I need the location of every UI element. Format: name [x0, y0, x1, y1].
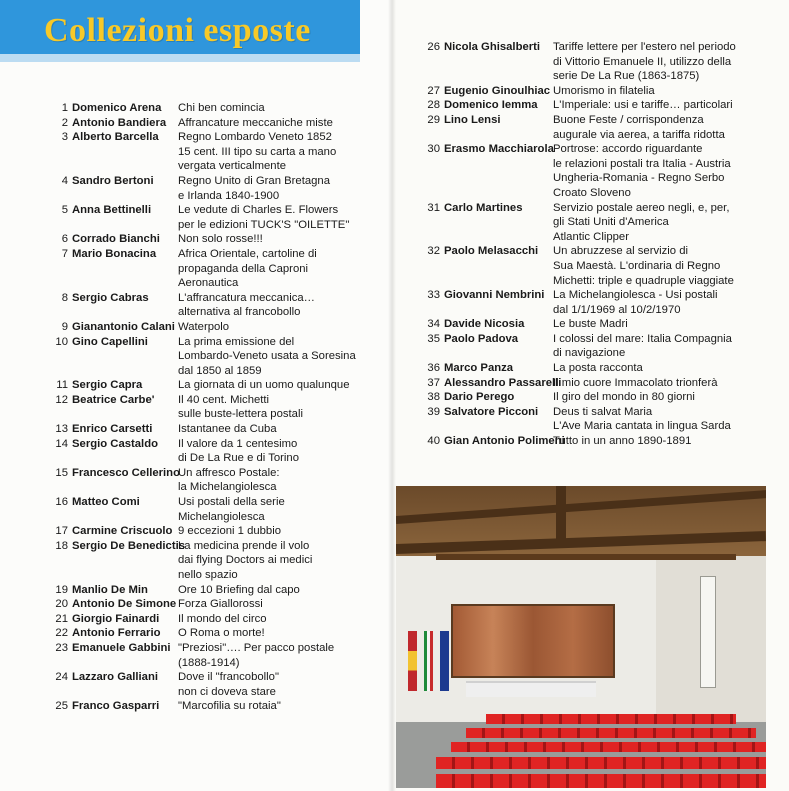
exhibitor-entry [52, 699, 372, 714]
collection-title: Dove il "francobollo" non ci doveva stare [178, 671, 279, 698]
exhibitor-entry [424, 376, 774, 391]
exhibitor-name: Anna Bettinelli [72, 204, 152, 217]
exhibitor-name: Corrado Bianchi [72, 233, 160, 246]
page-fold [388, 0, 396, 791]
collection-title: Deus ti salvat Maria L'Ave Maria cantata in lingua Sarda [553, 405, 731, 433]
collection-title: Il mio cuore Immacolato trionferà [553, 376, 718, 389]
exhibitor-name: Carmine Criscuolo [72, 525, 173, 538]
exhibitor-entry [424, 390, 774, 405]
exhibitor-entry [52, 232, 372, 247]
entry-number: 32 [427, 245, 440, 258]
exhibitor-name: Domenico Arena [72, 102, 162, 114]
collection-title: Servizio postale aereo negli, e, per, gli Stati Uniti d'America Atlantic Clipper [553, 201, 730, 243]
exhibitor-name: Mario Bonacina [72, 247, 157, 260]
exhibitor-name: Beatrice Carbe' [72, 393, 155, 406]
exhibitor-name: Enrico Carsetti [72, 423, 153, 436]
exhibitor-name: Emanuele Gabbini [72, 641, 171, 654]
entry-number: 15 [55, 466, 68, 479]
collection-title: Regno Lombardo Veneto 1852 15 cent. III tipo su carta a mano vergata verticalmente [178, 131, 337, 173]
entry-number: 1 [61, 102, 68, 114]
exhibitor-name: Salvatore Picconi [444, 405, 539, 418]
entry-number: 12 [55, 393, 68, 406]
exhibitor-name: Gian Antonio Polimeni [444, 435, 565, 448]
entry-number: 3 [61, 131, 68, 144]
exhibitor-name: Sergio De Benedictis [72, 539, 186, 552]
collection-title: Buone Feste / corrispondenza augurale via aerea, a tariffa ridotta [553, 113, 725, 141]
exhibitor-name: Franco Gasparri [72, 700, 160, 713]
entry-number: 37 [427, 376, 440, 389]
exhibitor-entry [52, 583, 372, 598]
entry-number: 38 [427, 391, 440, 404]
exhibitor-entry [52, 612, 372, 627]
entry-number: 4 [61, 174, 68, 187]
exhibitor-entry [52, 247, 372, 291]
entry-number: 29 [427, 113, 440, 126]
entry-number: 8 [61, 291, 68, 304]
exhibitor-entry [424, 244, 774, 288]
exhibitor-name: Nicola Ghisalberti [444, 41, 541, 53]
exhibitor-name: Alessandro Passarelli [444, 376, 562, 389]
exhibitor-name: Antonio De Simone [72, 598, 177, 611]
entry-number: 21 [55, 612, 68, 625]
collection-title: "Marcofilia su rotaia" [178, 700, 281, 713]
exhibitor-entry [424, 40, 774, 84]
collection-title: 9 eccezioni 1 dubbio [178, 525, 282, 538]
exhibitor-entry [424, 142, 774, 200]
exhibitor-name: Alberto Barcella [72, 131, 159, 144]
collection-title: Un abruzzese al servizio di Sua Maestà. L'ordinaria di Regno Michetti: triple e quadruple viaggiate [553, 245, 734, 287]
entry-number: 35 [427, 332, 440, 345]
collection-title: I colossi del mare: Italia Compagnia di navigazione [553, 332, 732, 360]
collection-title: La medicina prende il volo dai flying Doctors ai medici nello spazio [178, 539, 313, 581]
entry-number: 27 [427, 84, 440, 97]
entry-number: 23 [55, 641, 68, 654]
collection-title: Affrancature meccaniche miste [178, 116, 333, 129]
collection-title: Le buste Madri [553, 318, 628, 331]
exhibitor-name: Marco Panza [444, 362, 514, 375]
exhibitor-name: Paolo Melasacchi [444, 245, 539, 258]
collection-title: Un affresco Postale: la Michelangiolesca [178, 466, 280, 494]
collection-title: Non solo rosse!!! [178, 233, 263, 246]
entry-number: 25 [55, 700, 68, 713]
exhibitor-entry [52, 539, 372, 583]
exhibitor-name: Sergio Capra [72, 379, 143, 392]
exhibitor-entry [52, 203, 372, 232]
exhibitor-name: Dario Perego [444, 391, 515, 404]
exhibitor-entry [424, 201, 774, 245]
exhibitor-entry [52, 378, 372, 393]
exhibitor-name: Gino Capellini [72, 335, 148, 348]
exhibitor-name: Francesco Cellerino [72, 466, 180, 479]
exhibitor-name: Lazzaro Galliani [72, 671, 159, 684]
exhibitor-entry [424, 332, 774, 361]
entry-number: 36 [427, 362, 440, 375]
exhibitor-name: Lino Lensi [444, 113, 501, 126]
entry-number: 31 [427, 201, 440, 214]
exhibitor-entry [52, 466, 372, 495]
collection-title: Forza Giallorossi [178, 598, 263, 611]
exhibitor-list-right [424, 40, 774, 449]
exhibitor-entry [52, 597, 372, 612]
collection-title: Chi ben comincia [178, 102, 265, 114]
entry-number: 13 [55, 423, 68, 436]
exhibitor-entry [424, 317, 774, 332]
entry-number: 10 [55, 335, 68, 348]
entry-number: 19 [55, 583, 68, 596]
collection-title: Usi postali della serie Michelangiolesca [178, 496, 285, 523]
exhibitor-entry [52, 130, 372, 174]
exhibitor-name: Gianantonio Calani [72, 320, 175, 333]
entry-number: 20 [55, 598, 68, 611]
collection-title: Il 40 cent. Michetti sulle buste-lettera postali [178, 393, 303, 421]
collection-title: Tutto in un anno 1890-1891 [553, 435, 692, 448]
entry-number: 22 [55, 627, 68, 640]
entry-number: 9 [61, 320, 68, 333]
collection-title: Umorismo in filatelia [553, 84, 655, 97]
title-banner [0, 0, 360, 62]
exhibitor-entry [52, 670, 372, 699]
collection-title: O Roma o morte! [178, 627, 265, 640]
page-title: Collezioni esposte [44, 12, 311, 49]
collection-title: Le vedute di Charles E. Flowers per le edizioni TUCK'S "OILETTE" [178, 204, 350, 231]
exhibitor-entry [424, 405, 774, 434]
exhibitor-entry [52, 524, 372, 539]
collection-title: La posta racconta [553, 362, 643, 375]
exhibitor-name: Carlo Martines [444, 201, 523, 214]
exhibitor-name: Manlio De Min [72, 583, 148, 596]
entry-number: 14 [55, 437, 68, 450]
exhibitor-entry [52, 626, 372, 641]
entry-number: 5 [61, 204, 68, 217]
exhibitor-entry [52, 335, 372, 379]
collection-title: Regno Unito di Gran Bretagna e Irlanda 1840-1900 [178, 174, 330, 202]
exhibitor-entry [52, 393, 372, 422]
collection-title: Portrose: accordo riguardante le relazioni postali tra Italia - Austria Ungheria-Romania - Regno Serbo Croato Sloveno [553, 143, 731, 199]
exhibitor-name: Matteo Comi [72, 496, 140, 509]
exhibitor-entry [52, 641, 372, 670]
exhibitor-entry [52, 174, 372, 203]
collection-title: La Michelangiolesca - Usi postali dal 1/1/1969 al 10/2/1970 [553, 289, 718, 316]
collection-title: Waterpolo [178, 320, 230, 333]
collection-title: La prima emissione del Lombardo-Veneto usata a Soresina dal 1850 al 1859 [178, 335, 356, 377]
collection-title: L'Imperiale: usi e tariffe… particolari [553, 99, 733, 112]
exhibitor-entry [52, 101, 372, 116]
conference-room-photo [396, 486, 766, 788]
exhibitor-entry [52, 422, 372, 437]
exhibitor-name: Antonio Bandiera [72, 116, 167, 129]
entry-number: 40 [427, 435, 440, 448]
collection-title: La giornata di un uomo qualunque [178, 379, 350, 392]
exhibitor-name: Sergio Castaldo [72, 437, 159, 450]
entry-number: 17 [55, 525, 68, 538]
exhibitor-name: Eugenio Ginoulhiac [444, 84, 551, 97]
exhibitor-name: Paolo Padova [444, 332, 519, 345]
exhibitor-name: Sandro Bertoni [72, 174, 154, 187]
entry-number: 6 [61, 233, 68, 246]
collection-title: Istantanee da Cuba [178, 423, 277, 436]
collection-title: L'affrancatura meccanica… alternativa al francobollo [178, 291, 315, 319]
exhibitor-entry [424, 361, 774, 376]
exhibitor-name: Domenico Iemma [444, 99, 538, 112]
exhibitor-entry [52, 437, 372, 466]
entry-number: 2 [61, 116, 68, 129]
exhibitor-name: Giovanni Nembrini [444, 289, 545, 302]
exhibitor-list-left [52, 101, 372, 714]
entry-number: 11 [56, 379, 68, 392]
mural-painting [451, 604, 615, 678]
entry-number: 34 [427, 318, 440, 331]
entry-number: 16 [55, 496, 68, 509]
exhibitor-entry [52, 291, 372, 320]
entry-number: 26 [427, 41, 440, 53]
exhibitor-name: Sergio Cabras [72, 291, 149, 304]
exhibitor-name: Davide Nicosia [444, 318, 525, 331]
exhibitor-entry [52, 320, 372, 335]
entry-number: 7 [61, 247, 68, 260]
collection-title: Tariffe lettere per l'estero nel periodo di Vittorio Emanuele II, utilizzo della serie De La Rue (1863-1875) [553, 41, 736, 83]
entry-number: 33 [427, 289, 440, 302]
exhibitor-name: Antonio Ferrario [72, 627, 161, 640]
exhibitor-name: Giorgio Fainardi [72, 612, 160, 625]
exhibitor-entry [52, 495, 372, 524]
entry-number: 18 [55, 539, 68, 552]
collection-title: Il giro del mondo in 80 giorni [553, 391, 695, 404]
collection-title: Ore 10 Briefing dal capo [178, 583, 300, 596]
exhibitor-name: Erasmo Macchiarola [444, 143, 554, 156]
collection-title: Il valore da 1 centesimo di De La Rue e di Torino [178, 437, 299, 465]
exhibitor-entry [424, 84, 774, 99]
collection-title: Africa Orientale, cartoline di propaganda della Caproni Aeronautica [178, 247, 317, 290]
collection-title: "Preziosi"…. Per pacco postale (1888-1914) [178, 641, 335, 669]
entry-number: 30 [427, 143, 440, 156]
entry-number: 24 [55, 671, 68, 684]
entry-number: 28 [427, 99, 440, 112]
exhibitor-entry [424, 434, 774, 449]
entry-number: 39 [427, 405, 440, 418]
exhibitor-entry [52, 116, 372, 131]
exhibitor-entry [424, 98, 774, 113]
exhibitor-entry [424, 288, 774, 317]
collection-title: Il mondo del circo [178, 612, 267, 625]
exhibitor-entry [424, 113, 774, 142]
